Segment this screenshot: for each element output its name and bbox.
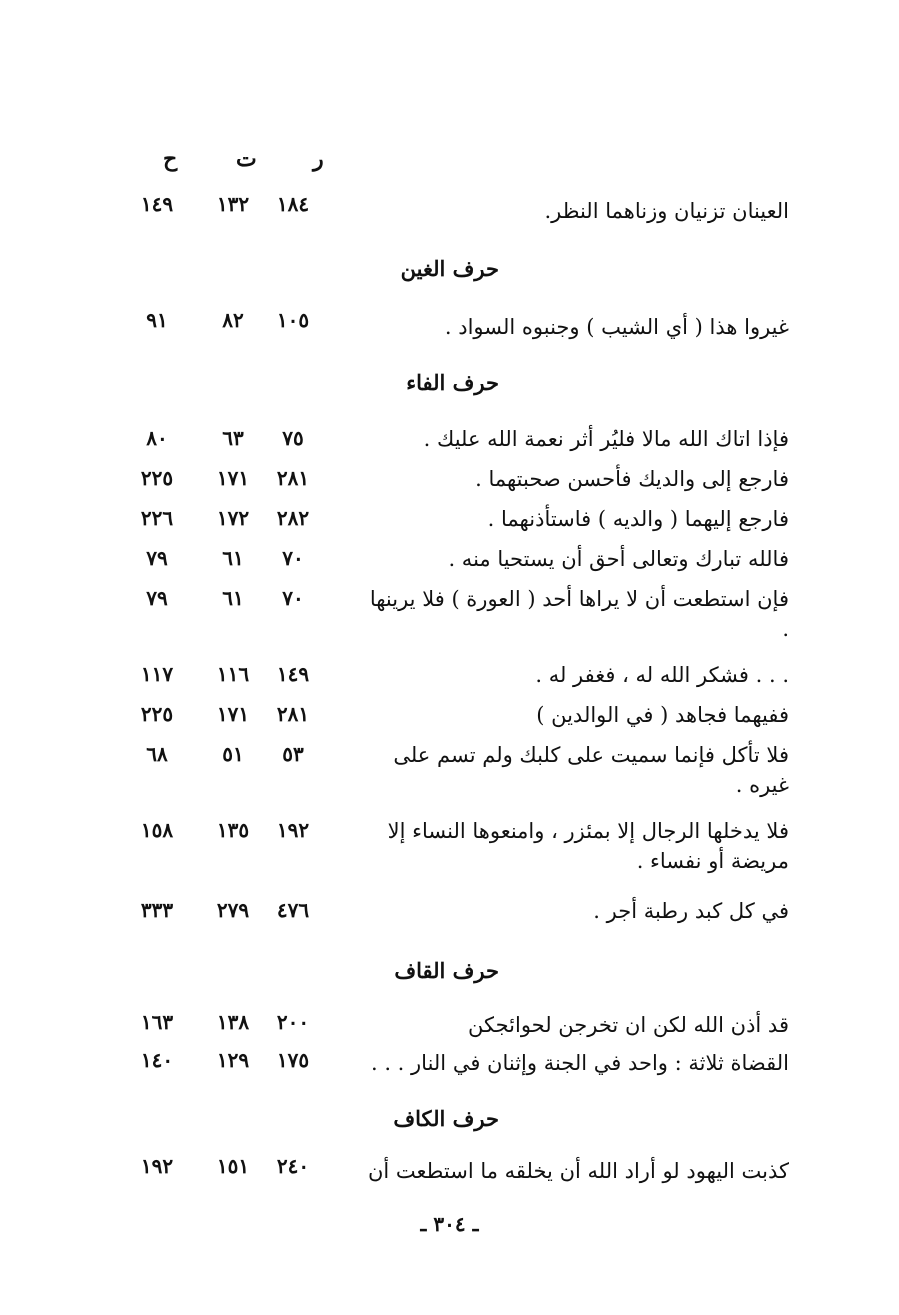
entry-r-value: ٧٠ (282, 586, 304, 610)
entry-text: قد أذن الله لكن ان تخرجن لحوائجكن (468, 1013, 789, 1037)
entry-text: فارجع إلى والديك فأحسن صحبتهما . (475, 467, 789, 491)
entry-r-value: ١٧٥ (276, 1048, 310, 1072)
entry-text: فالله تبارك وتعالى أحق أن يستحيا منه . (448, 547, 789, 571)
section-heading: حرف الفاء (406, 370, 499, 395)
entry-h-value: ٧٩ (146, 546, 168, 570)
entry-t-value: ١٢٩ (216, 1048, 250, 1072)
page-number: ـ ٣٠٤ ـ (420, 1212, 479, 1236)
entry-h-value: ١١٧ (140, 662, 174, 686)
entry-t-value: ١٧١ (216, 466, 250, 490)
entry-r-value: ٤٧٦ (276, 898, 310, 922)
entry-r-value: ٢٤٠ (276, 1154, 310, 1178)
entry-t-value: ١٣٥ (216, 818, 250, 842)
entry-h-value: ٩١ (146, 308, 168, 332)
entry-t-value: ٦١ (222, 586, 244, 610)
entry-r-value: ٧٥ (282, 426, 304, 450)
entry-text: ففيهما فجاهد ( في الوالدين ) (536, 703, 789, 727)
entry-t-value: ٦٣ (222, 426, 244, 450)
entry-h-value: ١٦٣ (140, 1010, 174, 1034)
entry-h-value: ٦٨ (146, 742, 168, 766)
entry-text: فلا يدخلها الرجال إلا بمئزر ، وامنعوها النساء إلا مريضة أو نفساء . (387, 819, 789, 873)
entry-text: العينان تزنيان وزناهما النظر. (544, 199, 789, 223)
entry-h-value: ١٥٨ (140, 818, 174, 842)
entry-h-value: ٣٣٣ (140, 898, 174, 922)
column-header-h: ح (163, 146, 178, 172)
entry-t-value: ٨٢ (222, 308, 244, 332)
entry-text: كذبت اليهود لو أراد الله أن يخلقه ما استطعت أن (367, 1159, 789, 1183)
entry-h-value: ٢٢٥ (140, 702, 174, 726)
section-heading: حرف القاف (394, 958, 499, 983)
entry-r-value: ٥٣ (282, 742, 304, 766)
entry-t-value: ١٣٢ (216, 192, 250, 216)
entry-text: فارجع إليهما ( والديه ) فاستأذنهما . (487, 507, 789, 531)
entry-t-value: ١٥١ (216, 1154, 250, 1178)
entry-r-value: ٢٨١ (276, 466, 310, 490)
entry-t-value: ٢٧٩ (216, 898, 250, 922)
entry-r-value: ٢٨١ (276, 702, 310, 726)
entry-r-value: ١٩٢ (276, 818, 310, 842)
entry-t-value: ٥١ (222, 742, 244, 766)
column-header-r: ر (313, 146, 324, 172)
entry-t-value: ١٧١ (216, 702, 250, 726)
entry-text: في كل كبد رطبة أجر . (593, 899, 789, 923)
column-header-t: ت (236, 146, 257, 172)
entry-h-value: ٨٠ (146, 426, 168, 450)
entry-r-value: ١٠٥ (276, 308, 310, 332)
entry-h-value: ١٤٩ (140, 192, 174, 216)
entry-text: فلا تأكل فإنما سميت على كلبك ولم تسم على غيره . (393, 743, 789, 797)
entry-h-value: ٢٢٦ (140, 506, 174, 530)
entry-h-value: ١٤٠ (140, 1048, 174, 1072)
entry-text: فإذا اتاك الله مالا فليُر أثر نعمة الله عليك . (423, 427, 789, 451)
entry-r-value: ٢٨٢ (276, 506, 310, 530)
entry-text: . . . فشكر الله له ، فغفر له . (535, 663, 789, 687)
section-heading: حرف الكاف (393, 1106, 499, 1131)
entry-t-value: ١١٦ (216, 662, 250, 686)
entry-r-value: ١٨٤ (276, 192, 310, 216)
entry-text: غيروا هذا ( أي الشيب ) وجنبوه السواد . (444, 315, 789, 339)
entry-text: فإن استطعت أن لا يراها أحد ( العورة ) فلا يرينها . (369, 587, 789, 641)
entry-text: القضاة ثلاثة : واحد في الجنة وإثنان في النار . . . (370, 1051, 789, 1075)
entry-h-value: ٧٩ (146, 586, 168, 610)
entry-r-value: ٢٠٠ (276, 1010, 310, 1034)
entry-t-value: ١٧٢ (216, 506, 250, 530)
section-heading: حرف الغين (400, 256, 499, 281)
entry-t-value: ١٣٨ (216, 1010, 250, 1034)
entry-h-value: ١٩٢ (140, 1154, 174, 1178)
entry-r-value: ٧٠ (282, 546, 304, 570)
entry-t-value: ٦١ (222, 546, 244, 570)
entry-r-value: ١٤٩ (276, 662, 310, 686)
entry-h-value: ٢٢٥ (140, 466, 174, 490)
